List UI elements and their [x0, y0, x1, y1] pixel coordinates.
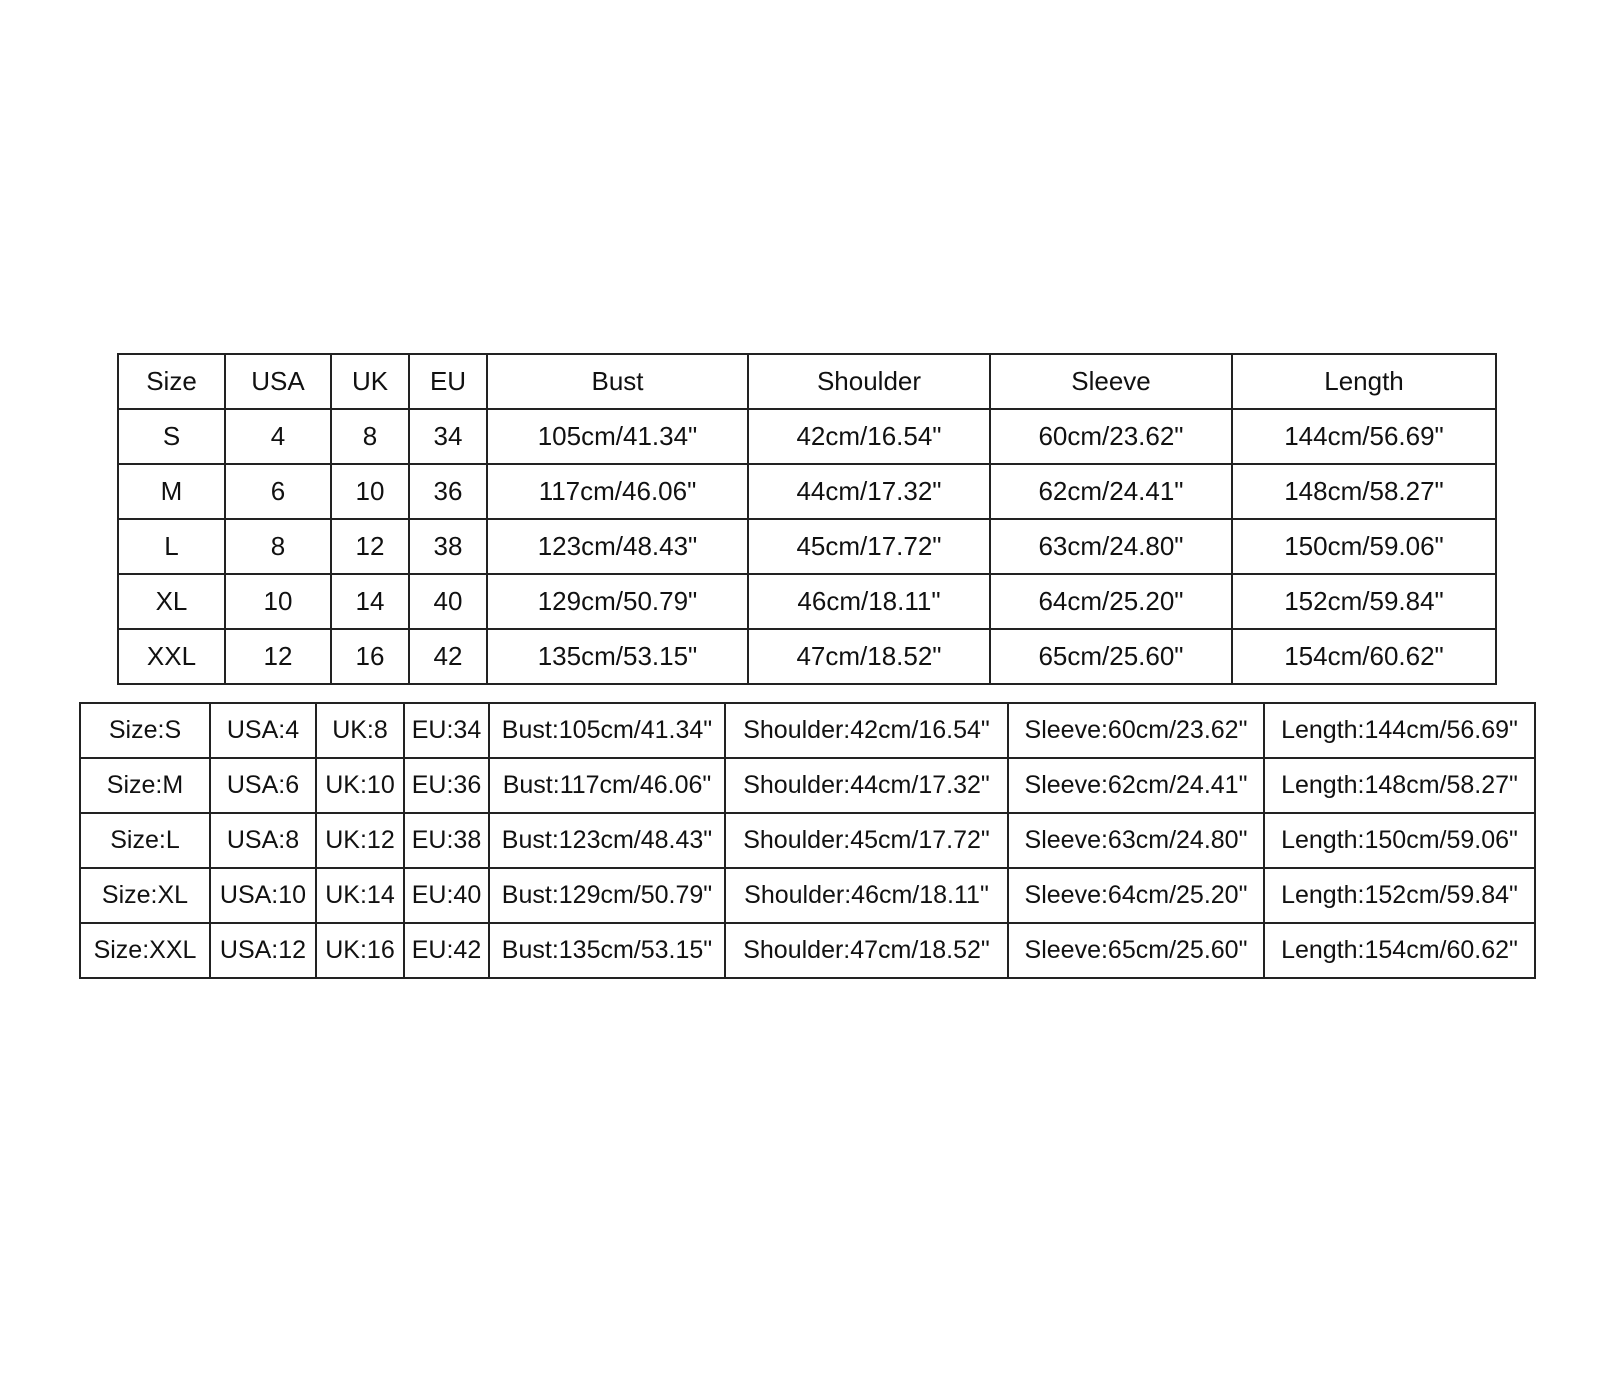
table-cell: Shoulder:45cm/17.72"	[725, 813, 1008, 868]
table-cell: 34	[409, 409, 487, 464]
table-cell: 38	[409, 519, 487, 574]
table-cell: 42	[409, 629, 487, 684]
table-cell: 144cm/56.69"	[1232, 409, 1496, 464]
table-cell: 10	[331, 464, 409, 519]
header-size: Size	[118, 354, 225, 409]
table-cell: EU:34	[404, 703, 489, 758]
table-cell: 117cm/46.06"	[487, 464, 748, 519]
table-cell: 36	[409, 464, 487, 519]
table-header-row	[118, 354, 1496, 409]
table-cell: 60cm/23.62"	[990, 409, 1232, 464]
table-cell: Length:152cm/59.84"	[1264, 868, 1535, 923]
table-cell: USA:10	[210, 868, 316, 923]
table-cell: Shoulder:47cm/18.52"	[725, 923, 1008, 978]
table-cell: 8	[225, 519, 331, 574]
table-cell: UK:8	[316, 703, 404, 758]
table-cell: 14	[331, 574, 409, 629]
table-cell: 123cm/48.43"	[487, 519, 748, 574]
table-row	[118, 629, 1496, 684]
table-cell: M	[118, 464, 225, 519]
table-cell: EU:42	[404, 923, 489, 978]
table-cell: Length:150cm/59.06"	[1264, 813, 1535, 868]
table-cell: EU:36	[404, 758, 489, 813]
table-cell: Bust:123cm/48.43"	[489, 813, 725, 868]
table-cell: USA:12	[210, 923, 316, 978]
table-cell: Size:S	[80, 703, 210, 758]
table-cell: 148cm/58.27"	[1232, 464, 1496, 519]
table-cell: Bust:135cm/53.15"	[489, 923, 725, 978]
table-row	[118, 574, 1496, 629]
header-length: Length	[1232, 354, 1496, 409]
table-cell: Size:M	[80, 758, 210, 813]
table-cell: 63cm/24.80"	[990, 519, 1232, 574]
table-cell: 8	[331, 409, 409, 464]
table-cell: Bust:105cm/41.34"	[489, 703, 725, 758]
table-cell: UK:12	[316, 813, 404, 868]
header-eu: EU	[409, 354, 487, 409]
table-row	[80, 923, 1535, 978]
table-cell: 46cm/18.11"	[748, 574, 990, 629]
table-cell: Sleeve:64cm/25.20"	[1008, 868, 1264, 923]
table-cell: UK:16	[316, 923, 404, 978]
table-row	[118, 519, 1496, 574]
table-cell: S	[118, 409, 225, 464]
table-cell: XXL	[118, 629, 225, 684]
header-bust: Bust	[487, 354, 748, 409]
table-cell: 12	[331, 519, 409, 574]
table-cell: 154cm/60.62"	[1232, 629, 1496, 684]
table-cell: 65cm/25.60"	[990, 629, 1232, 684]
table-cell: 152cm/59.84"	[1232, 574, 1496, 629]
table-cell: USA:4	[210, 703, 316, 758]
table-cell: 44cm/17.32"	[748, 464, 990, 519]
table-cell: 42cm/16.54"	[748, 409, 990, 464]
table-cell: 16	[331, 629, 409, 684]
table-cell: 150cm/59.06"	[1232, 519, 1496, 574]
header-sleeve: Sleeve	[990, 354, 1232, 409]
table-cell: USA:8	[210, 813, 316, 868]
table-row	[80, 758, 1535, 813]
table-cell: UK:14	[316, 868, 404, 923]
table-cell: Size:XL	[80, 868, 210, 923]
table-row	[80, 703, 1535, 758]
table-cell: Size:L	[80, 813, 210, 868]
table-cell: 45cm/17.72"	[748, 519, 990, 574]
table-row	[118, 464, 1496, 519]
table-cell: 6	[225, 464, 331, 519]
table-cell: 10	[225, 574, 331, 629]
table-cell: Size:XXL	[80, 923, 210, 978]
table-cell: Sleeve:65cm/25.60"	[1008, 923, 1264, 978]
header-shoulder: Shoulder	[748, 354, 990, 409]
table-cell: 105cm/41.34"	[487, 409, 748, 464]
table-cell: Bust:117cm/46.06"	[489, 758, 725, 813]
table-cell: EU:38	[404, 813, 489, 868]
size-chart-labeled-table	[79, 702, 1536, 979]
table-cell: 129cm/50.79"	[487, 574, 748, 629]
table-cell: Sleeve:60cm/23.62"	[1008, 703, 1264, 758]
table-cell: XL	[118, 574, 225, 629]
table-cell: Shoulder:46cm/18.11"	[725, 868, 1008, 923]
table-cell: 135cm/53.15"	[487, 629, 748, 684]
table-cell: L	[118, 519, 225, 574]
table-cell: Length:154cm/60.62"	[1264, 923, 1535, 978]
table-cell: Sleeve:62cm/24.41"	[1008, 758, 1264, 813]
table-cell: 40	[409, 574, 487, 629]
size-chart-table	[117, 353, 1497, 685]
table-cell: Length:148cm/58.27"	[1264, 758, 1535, 813]
table-cell: Length:144cm/56.69"	[1264, 703, 1535, 758]
table-cell: 4	[225, 409, 331, 464]
table-cell: 64cm/25.20"	[990, 574, 1232, 629]
table-cell: 62cm/24.41"	[990, 464, 1232, 519]
table-cell: Shoulder:42cm/16.54"	[725, 703, 1008, 758]
table-cell: Sleeve:63cm/24.80"	[1008, 813, 1264, 868]
table-cell: EU:40	[404, 868, 489, 923]
table-cell: USA:6	[210, 758, 316, 813]
table-cell: 12	[225, 629, 331, 684]
table-row	[80, 868, 1535, 923]
table-row	[118, 409, 1496, 464]
table-row	[80, 813, 1535, 868]
table-cell: 47cm/18.52"	[748, 629, 990, 684]
header-uk: UK	[331, 354, 409, 409]
header-usa: USA	[225, 354, 331, 409]
table-cell: UK:10	[316, 758, 404, 813]
table-cell: Bust:129cm/50.79"	[489, 868, 725, 923]
table-cell: Shoulder:44cm/17.32"	[725, 758, 1008, 813]
